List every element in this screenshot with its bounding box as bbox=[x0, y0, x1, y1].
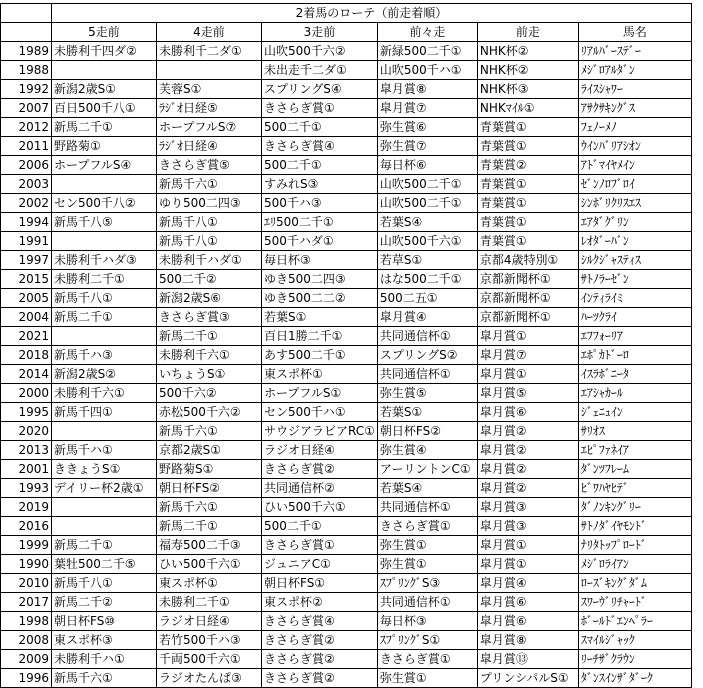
race-5th-prior-cell: セン500千八② bbox=[52, 194, 157, 213]
race-5th-prior-cell: ホープフルS④ bbox=[52, 156, 157, 175]
horse-name-cell: ｳｲﾝﾊﾞﾘｱｼｵﾝ bbox=[578, 137, 691, 156]
table-row bbox=[1, 536, 692, 555]
last-race-cell: NHK杯③ bbox=[477, 80, 578, 99]
title-row bbox=[1, 4, 692, 23]
last-race-cell: 皐月賞⑥ bbox=[477, 612, 578, 631]
last-race-cell: 青葉賞① bbox=[477, 175, 578, 194]
race-4th-prior-cell: きさらぎ賞⑤ bbox=[157, 156, 262, 175]
race-3rd-prior-cell: 500二千① bbox=[262, 517, 378, 536]
race-3rd-prior-cell: きさらぎ賞① bbox=[262, 99, 378, 118]
race-3rd-prior-cell: すみれS③ bbox=[262, 175, 378, 194]
horse-name-cell: ﾛｰｽﾞｷﾝｸﾞﾀﾞﾑ bbox=[578, 574, 691, 593]
race-5th-prior-cell: 野路菊① bbox=[52, 137, 157, 156]
table-row bbox=[1, 270, 692, 289]
horse-name-cell: ﾀﾞﾝﾂﾌﾚｰﾑ bbox=[578, 460, 691, 479]
year-cell: 2008 bbox=[1, 631, 52, 650]
race-4th-prior-cell: 未勝利二千① bbox=[157, 593, 262, 612]
header-cell-5th-prior: 5走前 bbox=[52, 23, 157, 42]
last-race-cell: 京都新聞杯① bbox=[477, 270, 578, 289]
table-row bbox=[1, 479, 692, 498]
horse-name-cell: ﾚｵﾀﾞｰﾊﾞﾝ bbox=[578, 232, 691, 251]
race-3rd-prior-cell: きさらぎ賞② bbox=[262, 650, 378, 669]
year-cell: 1989 bbox=[1, 42, 52, 61]
year-cell: 1998 bbox=[1, 612, 52, 631]
horse-name-cell: ｲｽﾗﾎﾞﾆｰﾀ bbox=[578, 365, 691, 384]
race-2nd-prior-cell: ｽﾌﾟﾘﾝｸﾞS③ bbox=[377, 574, 477, 593]
year-cell: 1995 bbox=[1, 403, 52, 422]
table-row bbox=[1, 42, 692, 61]
header-cell-2nd-prior: 前々走 bbox=[377, 23, 477, 42]
last-race-cell: 皐月賞⑥ bbox=[477, 593, 578, 612]
race-5th-prior-cell bbox=[52, 175, 157, 194]
year-cell: 2000 bbox=[1, 384, 52, 403]
race-3rd-prior-cell: 東スポ杯① bbox=[262, 365, 378, 384]
horse-name-cell: ｱﾄﾞﾏｲﾔﾒｲﾝ bbox=[578, 156, 691, 175]
header-cell-year bbox=[1, 23, 52, 42]
race-4th-prior-cell: 未勝利千ハダ① bbox=[157, 251, 262, 270]
table-row bbox=[1, 61, 692, 80]
horse-name-cell: ﾀﾞﾝｽｲﾝｻﾞﾀﾞｰｸ bbox=[578, 669, 691, 688]
race-5th-prior-cell: 新馬千八① bbox=[52, 574, 157, 593]
year-cell: 2014 bbox=[1, 365, 52, 384]
race-2nd-prior-cell: 朝日杯FS② bbox=[377, 422, 477, 441]
race-5th-prior-cell: 新潟2歳S② bbox=[52, 365, 157, 384]
race-2nd-prior-cell: 新緑500二千① bbox=[377, 42, 477, 61]
last-race-cell: 青葉賞① bbox=[477, 232, 578, 251]
horse-name-cell: ﾌｪﾉｰﾒﾉ bbox=[578, 118, 691, 137]
race-3rd-prior-cell: 500千ハダ① bbox=[262, 232, 378, 251]
race-4th-prior-cell: ﾗｼﾞｵ日経④ bbox=[157, 137, 262, 156]
race-4th-prior-cell: 未勝利千六① bbox=[157, 346, 262, 365]
race-2nd-prior-cell: 山吹500二千① bbox=[377, 175, 477, 194]
table-row bbox=[1, 517, 692, 536]
last-race-cell: 青葉賞② bbox=[477, 156, 578, 175]
race-5th-prior-cell: 東スポ杯③ bbox=[52, 631, 157, 650]
race-2nd-prior-cell: 皐月賞④ bbox=[377, 308, 477, 327]
race-3rd-prior-cell: きさらぎ賞② bbox=[262, 669, 378, 688]
last-race-cell: 京都新聞杯① bbox=[477, 308, 578, 327]
table-row bbox=[1, 80, 692, 99]
table-row bbox=[1, 175, 692, 194]
race-5th-prior-cell bbox=[52, 517, 157, 536]
table-row bbox=[1, 346, 692, 365]
race-3rd-prior-cell: 共同通信杯② bbox=[262, 479, 378, 498]
horse-name-cell: ｻﾘｵｽ bbox=[578, 422, 691, 441]
race-2nd-prior-cell: 皐月賞⑧ bbox=[377, 80, 477, 99]
race-4th-prior-cell: 東スポ杯① bbox=[157, 574, 262, 593]
race-3rd-prior-cell: ひい500千六① bbox=[262, 498, 378, 517]
race-3rd-prior-cell: ゆき500二四③ bbox=[262, 270, 378, 289]
year-cell: 2016 bbox=[1, 517, 52, 536]
horse-name-cell: ｴﾎﾟｶﾄﾞｰﾛ bbox=[578, 346, 691, 365]
table-row bbox=[1, 232, 692, 251]
last-race-cell: 青葉賞① bbox=[477, 118, 578, 137]
race-2nd-prior-cell: 毎日杯③ bbox=[377, 612, 477, 631]
race-4th-prior-cell: 500二千② bbox=[157, 270, 262, 289]
race-5th-prior-cell bbox=[52, 232, 157, 251]
horse-name-cell: ｾﾞﾝﾉﾛﾌﾞﾛｲ bbox=[578, 175, 691, 194]
table-row bbox=[1, 384, 692, 403]
year-cell: 2010 bbox=[1, 574, 52, 593]
year-cell: 1992 bbox=[1, 80, 52, 99]
race-4th-prior-cell: 新馬千六① bbox=[157, 175, 262, 194]
race-2nd-prior-cell: 皐月賞⑦ bbox=[377, 99, 477, 118]
table-row bbox=[1, 213, 692, 232]
last-race-cell: 青葉賞① bbox=[477, 137, 578, 156]
horse-name-cell: ﾘｰﾁｻﾞｸﾗｳﾝ bbox=[578, 650, 691, 669]
last-race-cell: 皐月賞⑤ bbox=[477, 384, 578, 403]
year-cell: 2018 bbox=[1, 346, 52, 365]
year-cell: 2017 bbox=[1, 593, 52, 612]
year-cell: 2001 bbox=[1, 460, 52, 479]
year-cell: 2019 bbox=[1, 498, 52, 517]
race-5th-prior-cell: 未勝利千四ダ② bbox=[52, 42, 157, 61]
horse-name-cell: ﾘｱﾙﾊﾞｰｽﾃﾞｰ bbox=[578, 42, 691, 61]
horse-name-cell: ｴｱﾀﾞｸﾞﾘﾝ bbox=[578, 213, 691, 232]
year-cell: 2011 bbox=[1, 137, 52, 156]
year-cell: 1990 bbox=[1, 555, 52, 574]
race-2nd-prior-cell: 弥生賞⑤ bbox=[377, 384, 477, 403]
year-cell: 2020 bbox=[1, 422, 52, 441]
table-row bbox=[1, 498, 692, 517]
race-5th-prior-cell: 新馬千ハ③ bbox=[52, 346, 157, 365]
race-2nd-prior-cell: 毎日杯⑥ bbox=[377, 156, 477, 175]
race-2nd-prior-cell: きさらぎ賞① bbox=[377, 517, 477, 536]
race-2nd-prior-cell: はな500二千① bbox=[377, 270, 477, 289]
year-cell: 2021 bbox=[1, 327, 52, 346]
race-4th-prior-cell: ひい500千六① bbox=[157, 555, 262, 574]
race-2nd-prior-cell: 若葉S④ bbox=[377, 213, 477, 232]
race-5th-prior-cell: 新馬二千② bbox=[52, 593, 157, 612]
last-race-cell: 京都4歳特別① bbox=[477, 251, 578, 270]
race-3rd-prior-cell: ホープフルS① bbox=[262, 384, 378, 403]
race-4th-prior-cell: 新潟2歳S⑥ bbox=[157, 289, 262, 308]
race-2nd-prior-cell: 共同通信杯① bbox=[377, 498, 477, 517]
race-4th-prior-cell: ラジオたんぱ③ bbox=[157, 669, 262, 688]
race-2nd-prior-cell: 弥生賞⑦ bbox=[377, 137, 477, 156]
race-2nd-prior-cell: アーリントンC① bbox=[377, 460, 477, 479]
horse-name-cell: ﾗｲｽｼｬﾜｰ bbox=[578, 80, 691, 99]
race-3rd-prior-cell: きさらぎ賞④ bbox=[262, 137, 378, 156]
horse-name-cell: ｲﾝﾃｨﾗｲﾐ bbox=[578, 289, 691, 308]
horse-name-cell: ｴﾌﾌｫｰﾘｱ bbox=[578, 327, 691, 346]
race-5th-prior-cell: 新馬千八⑤ bbox=[52, 213, 157, 232]
race-4th-prior-cell: 赤松500千六② bbox=[157, 403, 262, 422]
horse-name-cell: ｼﾙｸｼﾞｬｽﾃｨｽ bbox=[578, 251, 691, 270]
year-cell: 1988 bbox=[1, 61, 52, 80]
race-4th-prior-cell: ラジオ日経④ bbox=[157, 612, 262, 631]
race-5th-prior-cell bbox=[52, 61, 157, 80]
race-2nd-prior-cell: 500二五① bbox=[377, 289, 477, 308]
race-4th-prior-cell bbox=[157, 61, 262, 80]
race-3rd-prior-cell: 山吹500千六② bbox=[262, 42, 378, 61]
header-cell-last-race: 前走 bbox=[477, 23, 578, 42]
race-4th-prior-cell: ﾗｼﾞｵ日経⑤ bbox=[157, 99, 262, 118]
race-2nd-prior-cell: 弥生賞① bbox=[377, 555, 477, 574]
table-row bbox=[1, 612, 692, 631]
race-3rd-prior-cell: セン500千ハ① bbox=[262, 403, 378, 422]
year-cell: 1999 bbox=[1, 536, 52, 555]
race-2nd-prior-cell: 弥生賞① bbox=[377, 669, 477, 688]
table-row bbox=[1, 593, 692, 612]
table-body bbox=[1, 4, 692, 688]
year-cell: 2009 bbox=[1, 650, 52, 669]
race-5th-prior-cell: 葉牡500二千⑤ bbox=[52, 555, 157, 574]
race-2nd-prior-cell: 山吹500千ハ① bbox=[377, 61, 477, 80]
race-5th-prior-cell: 未勝利千六① bbox=[52, 384, 157, 403]
last-race-cell: 皐月賞② bbox=[477, 422, 578, 441]
race-4th-prior-cell: 新馬千六① bbox=[157, 498, 262, 517]
horse-name-cell: ﾅﾘﾀﾄｯﾌﾟﾛｰﾄﾞ bbox=[578, 536, 691, 555]
race-2nd-prior-cell: ｽﾌﾟﾘﾝｸﾞS① bbox=[377, 631, 477, 650]
last-race-cell: 皐月賞③ bbox=[477, 517, 578, 536]
horse-name-cell: ｼﾞｪﾆｭｲﾝ bbox=[578, 403, 691, 422]
race-4th-prior-cell: 新馬千八① bbox=[157, 232, 262, 251]
year-cell: 2013 bbox=[1, 441, 52, 460]
horse-name-cell: ﾀﾞﾉﾝｷﾝｸﾞﾘｰ bbox=[578, 498, 691, 517]
table-row bbox=[1, 118, 692, 137]
horse-name-cell: ｴｱｼｬｶｰﾙ bbox=[578, 384, 691, 403]
race-3rd-prior-cell: あす500二千① bbox=[262, 346, 378, 365]
race-3rd-prior-cell: ジュニアC① bbox=[262, 555, 378, 574]
last-race-cell: 皐月賞① bbox=[477, 536, 578, 555]
race-5th-prior-cell: 新潟2歳S① bbox=[52, 80, 157, 99]
horse-name-cell: ｱｻｸｻｷﾝｸﾞｽ bbox=[578, 99, 691, 118]
year-cell: 2004 bbox=[1, 308, 52, 327]
last-race-cell: 皐月賞⑥ bbox=[477, 403, 578, 422]
table-row bbox=[1, 308, 692, 327]
race-3rd-prior-cell: 500二千① bbox=[262, 156, 378, 175]
race-5th-prior-cell: デイリー杯2歳① bbox=[52, 479, 157, 498]
race-5th-prior-cell: 未勝利千ハ① bbox=[52, 650, 157, 669]
table-row bbox=[1, 327, 692, 346]
race-2nd-prior-cell: 共同通信杯① bbox=[377, 327, 477, 346]
race-2nd-prior-cell: 若草S① bbox=[377, 251, 477, 270]
header-cell-horse-name: 馬名 bbox=[578, 23, 691, 42]
race-5th-prior-cell: 新馬千六① bbox=[52, 669, 157, 688]
header-row bbox=[1, 23, 692, 42]
horse-name-cell: ｽﾏｲﾙｼﾞｬｯｸ bbox=[578, 631, 691, 650]
race-3rd-prior-cell: 朝日杯FS① bbox=[262, 574, 378, 593]
race-4th-prior-cell: 新馬千八① bbox=[157, 213, 262, 232]
last-race-cell: 京都新聞杯① bbox=[477, 289, 578, 308]
race-3rd-prior-cell: 未出走千二ダ① bbox=[262, 61, 378, 80]
title-blank-cell bbox=[1, 4, 52, 23]
race-4th-prior-cell: 朝日杯FS② bbox=[157, 479, 262, 498]
race-2nd-prior-cell: 弥生賞① bbox=[377, 536, 477, 555]
last-race-cell: 青葉賞① bbox=[477, 194, 578, 213]
race-2nd-prior-cell: 山吹500二千① bbox=[377, 194, 477, 213]
race-4th-prior-cell: 未勝利千二ダ① bbox=[157, 42, 262, 61]
race-5th-prior-cell bbox=[52, 498, 157, 517]
table-row bbox=[1, 251, 692, 270]
table-row bbox=[1, 574, 692, 593]
year-cell: 2003 bbox=[1, 175, 52, 194]
table-row bbox=[1, 669, 692, 688]
race-2nd-prior-cell: きさらぎ賞① bbox=[377, 650, 477, 669]
race-5th-prior-cell bbox=[52, 422, 157, 441]
race-3rd-prior-cell: 百日1勝二千① bbox=[262, 327, 378, 346]
last-race-cell: 皐月賞⑬ bbox=[477, 650, 578, 669]
horse-name-cell: ﾊｰﾂｸﾗｲ bbox=[578, 308, 691, 327]
race-4th-prior-cell: 芙蓉S① bbox=[157, 80, 262, 99]
horse-name-cell: ｻﾄﾉﾗｰｾﾞﾝ bbox=[578, 270, 691, 289]
table-title: 2着馬のローテ（前走着順） bbox=[52, 4, 692, 23]
year-cell: 1991 bbox=[1, 232, 52, 251]
table-row bbox=[1, 441, 692, 460]
race-5th-prior-cell: 新馬千四① bbox=[52, 403, 157, 422]
horse-name-cell: ｴﾋﾟﾌｧﾈｲｱ bbox=[578, 441, 691, 460]
table-row bbox=[1, 631, 692, 650]
table-row bbox=[1, 156, 692, 175]
horse-name-cell: ｻﾄﾉﾀﾞｲﾔﾓﾝﾄﾞ bbox=[578, 517, 691, 536]
race-2nd-prior-cell: スプリングS② bbox=[377, 346, 477, 365]
race-3rd-prior-cell: きさらぎ賞② bbox=[262, 631, 378, 650]
table-row bbox=[1, 460, 692, 479]
race-5th-prior-cell: 新馬二千① bbox=[52, 118, 157, 137]
race-3rd-prior-cell: 東スポ杯② bbox=[262, 593, 378, 612]
year-cell: 1994 bbox=[1, 213, 52, 232]
race-4th-prior-cell: 京都2歳S① bbox=[157, 441, 262, 460]
table-row bbox=[1, 365, 692, 384]
race-3rd-prior-cell: 500千ハ③ bbox=[262, 194, 378, 213]
race-4th-prior-cell: 新馬千六① bbox=[157, 422, 262, 441]
horse-name-cell: ｼﾝﾎﾞﾘｸﾘｽｴｽ bbox=[578, 194, 691, 213]
year-cell: 2005 bbox=[1, 289, 52, 308]
race-5th-prior-cell: 朝日杯FS⑩ bbox=[52, 612, 157, 631]
year-cell: 1993 bbox=[1, 479, 52, 498]
table-row bbox=[1, 289, 692, 308]
race-3rd-prior-cell: サウジアラビアRC① bbox=[262, 422, 378, 441]
year-cell: 2006 bbox=[1, 156, 52, 175]
race-4th-prior-cell: 福寿500二千③ bbox=[157, 536, 262, 555]
last-race-cell: 皐月賞① bbox=[477, 555, 578, 574]
race-2nd-prior-cell: 共同通信杯① bbox=[377, 593, 477, 612]
year-cell: 1996 bbox=[1, 669, 52, 688]
race-4th-prior-cell: いちょうS① bbox=[157, 365, 262, 384]
last-race-cell: 皐月賞⑦ bbox=[477, 346, 578, 365]
race-5th-prior-cell: 新馬二千① bbox=[52, 308, 157, 327]
last-race-cell: 皐月賞④ bbox=[477, 574, 578, 593]
last-race-cell: 皐月賞① bbox=[477, 365, 578, 384]
horse-name-cell: ﾒｼﾞﾛﾗｲｱﾝ bbox=[578, 555, 691, 574]
last-race-cell: 皐月賞② bbox=[477, 479, 578, 498]
table-row bbox=[1, 650, 692, 669]
race-4th-prior-cell: 新馬二千① bbox=[157, 517, 262, 536]
table-row bbox=[1, 403, 692, 422]
race-3rd-prior-cell: きさらぎ賞① bbox=[262, 536, 378, 555]
table-row bbox=[1, 99, 692, 118]
race-2nd-prior-cell: 弥生賞⑥ bbox=[377, 118, 477, 137]
last-race-cell: NHK杯② bbox=[477, 61, 578, 80]
last-race-cell: NHK杯② bbox=[477, 42, 578, 61]
header-cell-4th-prior: 4走前 bbox=[157, 23, 262, 42]
race-3rd-prior-cell: スプリングS④ bbox=[262, 80, 378, 99]
year-cell: 1997 bbox=[1, 251, 52, 270]
last-race-cell: プリンシパルS① bbox=[477, 669, 578, 688]
last-race-cell: 皐月賞② bbox=[477, 460, 578, 479]
race-5th-prior-cell: 新馬二千① bbox=[52, 536, 157, 555]
last-race-cell: 青葉賞① bbox=[477, 213, 578, 232]
race-4th-prior-cell: 新馬二千① bbox=[157, 327, 262, 346]
race-5th-prior-cell: 新馬千ハ① bbox=[52, 441, 157, 460]
horse-name-cell: ﾎﾞｰﾙﾄﾞｴﾝﾍﾟﾗｰ bbox=[578, 612, 691, 631]
last-race-cell: NHKﾏｲﾙ① bbox=[477, 99, 578, 118]
race-3rd-prior-cell: 若葉S① bbox=[262, 308, 378, 327]
race-2nd-prior-cell: 弥生賞④ bbox=[377, 441, 477, 460]
race-4th-prior-cell: ゆり500二四③ bbox=[157, 194, 262, 213]
header-cell-3rd-prior: 3走前 bbox=[262, 23, 378, 42]
race-3rd-prior-cell: ｴﾘ500二千① bbox=[262, 213, 378, 232]
race-3rd-prior-cell: きさらぎ賞② bbox=[262, 460, 378, 479]
race-3rd-prior-cell: 毎日杯③ bbox=[262, 251, 378, 270]
horse-name-cell: ｽﾜｰｳﾞﾘﾁｬｰﾄﾞ bbox=[578, 593, 691, 612]
last-race-cell: 皐月賞⑧ bbox=[477, 631, 578, 650]
race-4th-prior-cell: 500千六② bbox=[157, 384, 262, 403]
race-5th-prior-cell: ききょうS① bbox=[52, 460, 157, 479]
race-2nd-prior-cell: 若葉S① bbox=[377, 403, 477, 422]
year-cell: 2007 bbox=[1, 99, 52, 118]
race-3rd-prior-cell: ゆき500二二② bbox=[262, 289, 378, 308]
race-4th-prior-cell: 野路菊S① bbox=[157, 460, 262, 479]
race-3rd-prior-cell: ラジオ日経④ bbox=[262, 441, 378, 460]
year-cell: 2015 bbox=[1, 270, 52, 289]
last-race-cell: 皐月賞① bbox=[477, 327, 578, 346]
race-4th-prior-cell: 若竹500千ハ③ bbox=[157, 631, 262, 650]
last-race-cell: 皐月賞② bbox=[477, 441, 578, 460]
race-4th-prior-cell: ホープフルS⑦ bbox=[157, 118, 262, 137]
race-5th-prior-cell: 新馬千八① bbox=[52, 289, 157, 308]
race-4th-prior-cell: きさらぎ賞③ bbox=[157, 308, 262, 327]
table-row bbox=[1, 555, 692, 574]
year-cell: 2012 bbox=[1, 118, 52, 137]
horse-name-cell: ﾋﾞﾜﾊﾔﾋﾃﾞ bbox=[578, 479, 691, 498]
race-3rd-prior-cell: きさらぎ賞④ bbox=[262, 612, 378, 631]
race-5th-prior-cell: 百日500千八① bbox=[52, 99, 157, 118]
race-5th-prior-cell bbox=[52, 327, 157, 346]
horse-name-cell: ﾒｼﾞﾛｱﾙﾀﾞﾝ bbox=[578, 61, 691, 80]
rotation-table bbox=[0, 3, 692, 688]
last-race-cell: 皐月賞③ bbox=[477, 498, 578, 517]
table-row bbox=[1, 137, 692, 156]
table-row bbox=[1, 422, 692, 441]
race-5th-prior-cell: 未勝利二千① bbox=[52, 270, 157, 289]
race-2nd-prior-cell: 共同通信杯① bbox=[377, 365, 477, 384]
race-4th-prior-cell: 千両500千六① bbox=[157, 650, 262, 669]
year-cell: 2002 bbox=[1, 194, 52, 213]
race-2nd-prior-cell: 山吹500千六① bbox=[377, 232, 477, 251]
table-row bbox=[1, 194, 692, 213]
race-2nd-prior-cell: 若葉S④ bbox=[377, 479, 477, 498]
race-3rd-prior-cell: 500二千① bbox=[262, 118, 378, 137]
race-5th-prior-cell: 未勝利千ハダ③ bbox=[52, 251, 157, 270]
